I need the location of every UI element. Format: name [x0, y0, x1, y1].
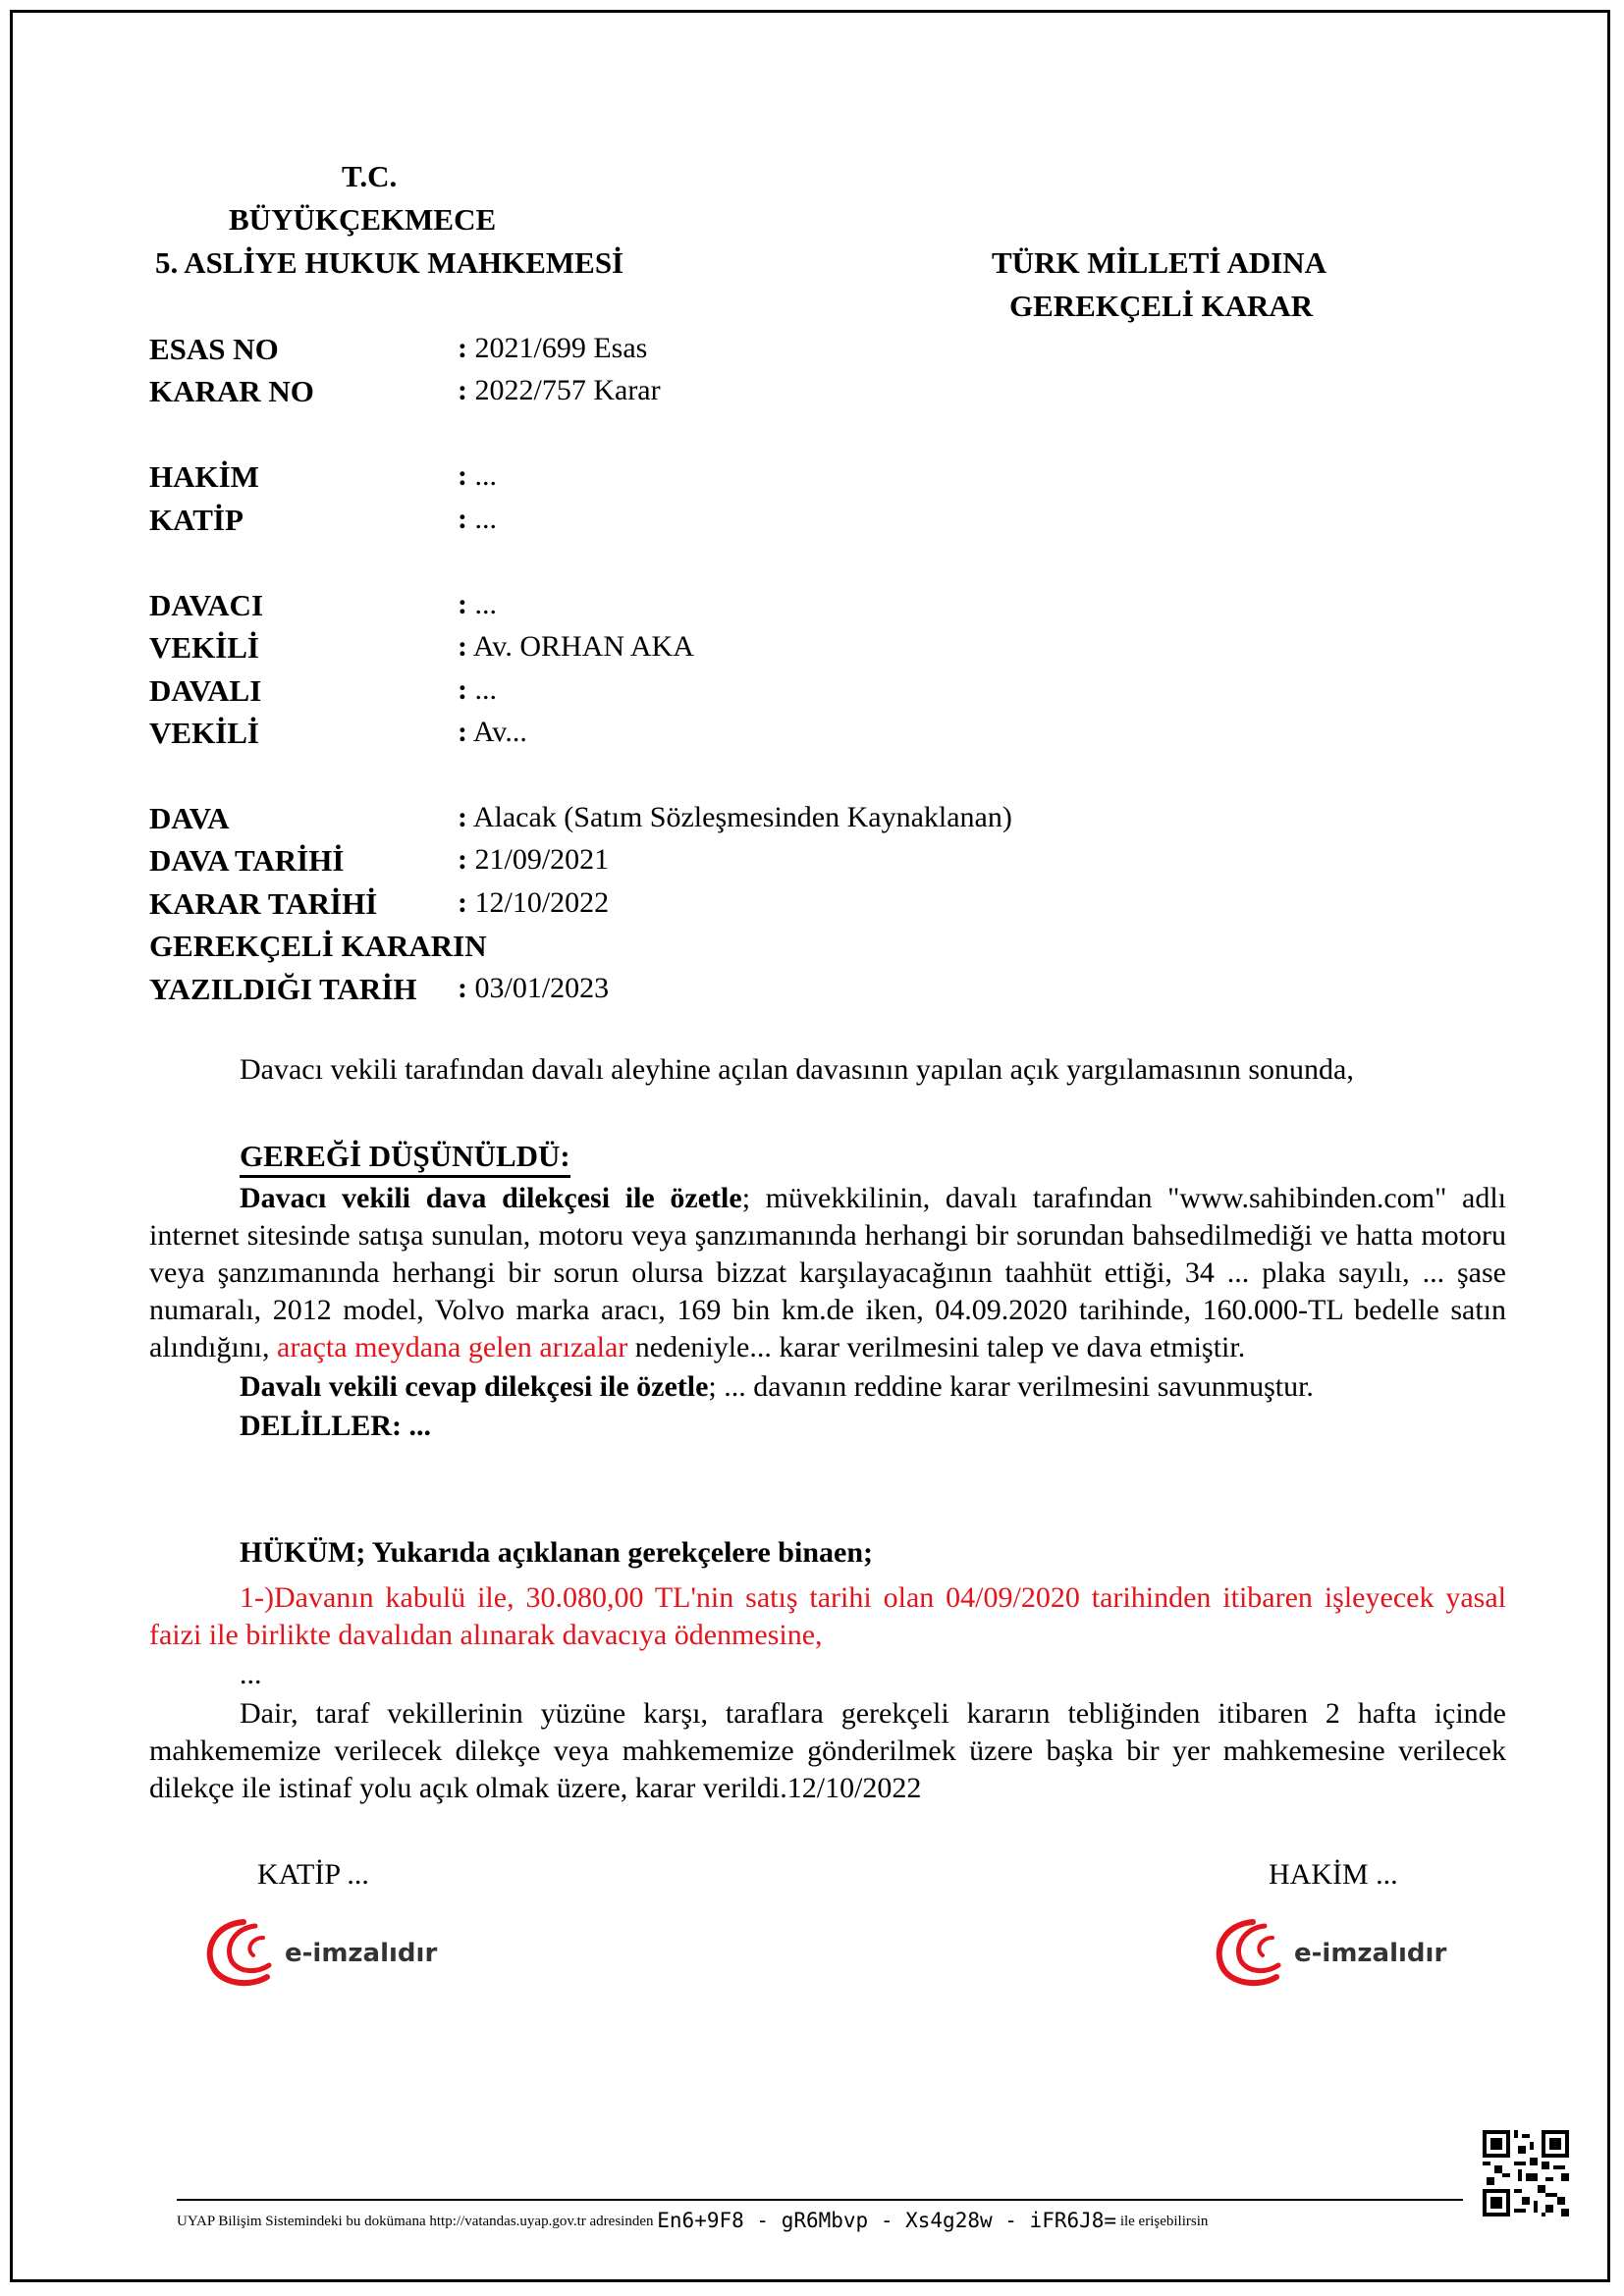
- intro-text: Davacı vekili tarafından davalı aleyhine açılan davasının yapılan açık yargılamasının sonunda,: [240, 1053, 1354, 1086]
- evidence-heading: DELİLLER: ...: [240, 1410, 432, 1442]
- field-label: KATİP: [149, 503, 244, 537]
- claim-paragraph: [149, 1180, 1506, 1445]
- verdict-item-1: 1-)Davanın kabulü ile, 30.080,00 TL'nin satış tarihi olan 04/09/2020 tarihinden itibaren işleyecek yasal faizi ile birlikte davalıdan alınarak davacıya ödenmesine,: [149, 1581, 1506, 1651]
- defense-lead: Davalı vekili cevap dilekçesi ile özetle: [240, 1370, 709, 1403]
- field-label: DAVA TARİHİ: [149, 843, 345, 878]
- field-value: : ...: [458, 503, 497, 535]
- closing-paragraph: Dair, taraf vekillerinin yüzüne karşı, taraflara gerekçeli kararın tebliğinden itibaren 2 hafta içinde mahkememize verilecek dilekçe veya mahkememize gönderilmek üzere başka bir yer mahkemesine verilecek dilekçe ile istinaf yolu açık olmak üzere, karar verildi.12/10/2022: [149, 1697, 1506, 1804]
- field-label: DAVALI: [149, 673, 262, 708]
- claim-text-end: nedeniyle... karar verilmesini talep ve dava etmiştir.: [627, 1331, 1246, 1363]
- field-value: : 21/09/2021: [458, 843, 610, 876]
- gerekti-heading: GEREĞİ DÜŞÜNÜLDÜ:: [240, 1139, 570, 1178]
- field-label: KARAR NO: [149, 374, 314, 408]
- verdict-ellipsis: ...: [240, 1658, 262, 1690]
- footer-text: UYAP Bilişim Sistemindeki bu dokümana http://vatandas.uyap.gov.tr adresinden: [177, 2214, 658, 2229]
- clerk-signature-label: KATİP ...: [257, 1858, 369, 1891]
- field-value: : 03/01/2023: [458, 972, 610, 1004]
- verdict-heading: HÜKÜM; Yukarıda açıklanan gerekçelere binaen;: [240, 1536, 873, 1569]
- qr-code-icon: [1483, 2130, 1569, 2216]
- field-value: : Alacak (Satım Sözleşmesinden Kaynaklanan): [458, 801, 1012, 833]
- city-heading: BÜYÜKÇEKMECE: [229, 202, 497, 237]
- tc-heading: T.C.: [342, 159, 398, 193]
- field-label: DAVA: [149, 801, 230, 835]
- field-label: VEKİLİ: [149, 630, 259, 665]
- stamp-text: e-imzalıdır: [1294, 1939, 1447, 1968]
- field-value: : ...: [458, 459, 497, 492]
- court-heading: 5. ASLİYE HUKUK MAHKEMESİ: [155, 245, 624, 280]
- verification-code: En6+9F8 - gR6Mbvp - Xs4g28w - iFR6J8=: [657, 2209, 1117, 2232]
- field-value: : ...: [458, 588, 497, 620]
- claim-highlight: araçta meydana gelen arızalar: [277, 1331, 628, 1363]
- e-signature-logo-icon: [194, 1904, 440, 1993]
- defense-text: ; ... davanın reddine karar verilmesini savunmuştur.: [708, 1370, 1314, 1403]
- field-value: : Av...: [458, 716, 527, 748]
- field-value: : 12/10/2022: [458, 886, 610, 919]
- field-label: ESAS NO: [149, 332, 279, 366]
- e-signature-stamp: [1204, 1904, 1449, 1993]
- e-signature-stamp: [194, 1904, 440, 1993]
- claim-text: ; müvekkilinin, davalı tarafından "www.sahibinden.com" adlı internet sitesinde satışa sunulan, motoru veya şanzımanında herhangi bir sorundan bahsedilmediği ve hatta motoru veya şanzımanında herhangi bir sorun olursa bizzat karşılayacağının taahhüt ettiği, 34 ... plaka sayılı, ... şase numaralı, 2012 model, Volvo marka aracı, 169 bin km.de iken, 04.09.2020 tarihinde, 160.000-TL bedelle satın alındığını,: [149, 1182, 1506, 1363]
- field-value: : 2021/699 Esas: [458, 332, 648, 364]
- field-value: : 2022/757 Karar: [458, 374, 661, 406]
- stamp-text: e-imzalıdır: [285, 1939, 438, 1968]
- field-value: : ...: [458, 673, 497, 706]
- field-label: YAZILDIĞI TARİH: [149, 972, 417, 1006]
- field-label: DAVACI: [149, 588, 264, 622]
- field-label: GEREKÇELİ KARARIN: [149, 929, 487, 963]
- nation-heading: TÜRK MİLLETİ ADINA: [992, 245, 1327, 280]
- judge-signature-label: HAKİM ...: [1269, 1858, 1398, 1891]
- field-label: KARAR TARİHİ: [149, 886, 378, 921]
- field-label: VEKİLİ: [149, 716, 259, 750]
- footer-divider: [177, 2199, 1463, 2201]
- e-signature-logo-icon: [1204, 1904, 1449, 1993]
- field-value: : Av. ORHAN AKA: [458, 630, 694, 663]
- verdict-section: [149, 1534, 1506, 1807]
- intro-paragraph: [149, 1051, 1506, 1089]
- field-label: HAKİM: [149, 459, 259, 494]
- decision-type-heading: GEREKÇELİ KARAR: [1009, 289, 1314, 323]
- footer-text-end: ile erişebilirsin: [1116, 2214, 1209, 2229]
- claim-lead: Davacı vekili dava dilekçesi ile özetle: [240, 1182, 742, 1214]
- footer-verification: [177, 2209, 1208, 2232]
